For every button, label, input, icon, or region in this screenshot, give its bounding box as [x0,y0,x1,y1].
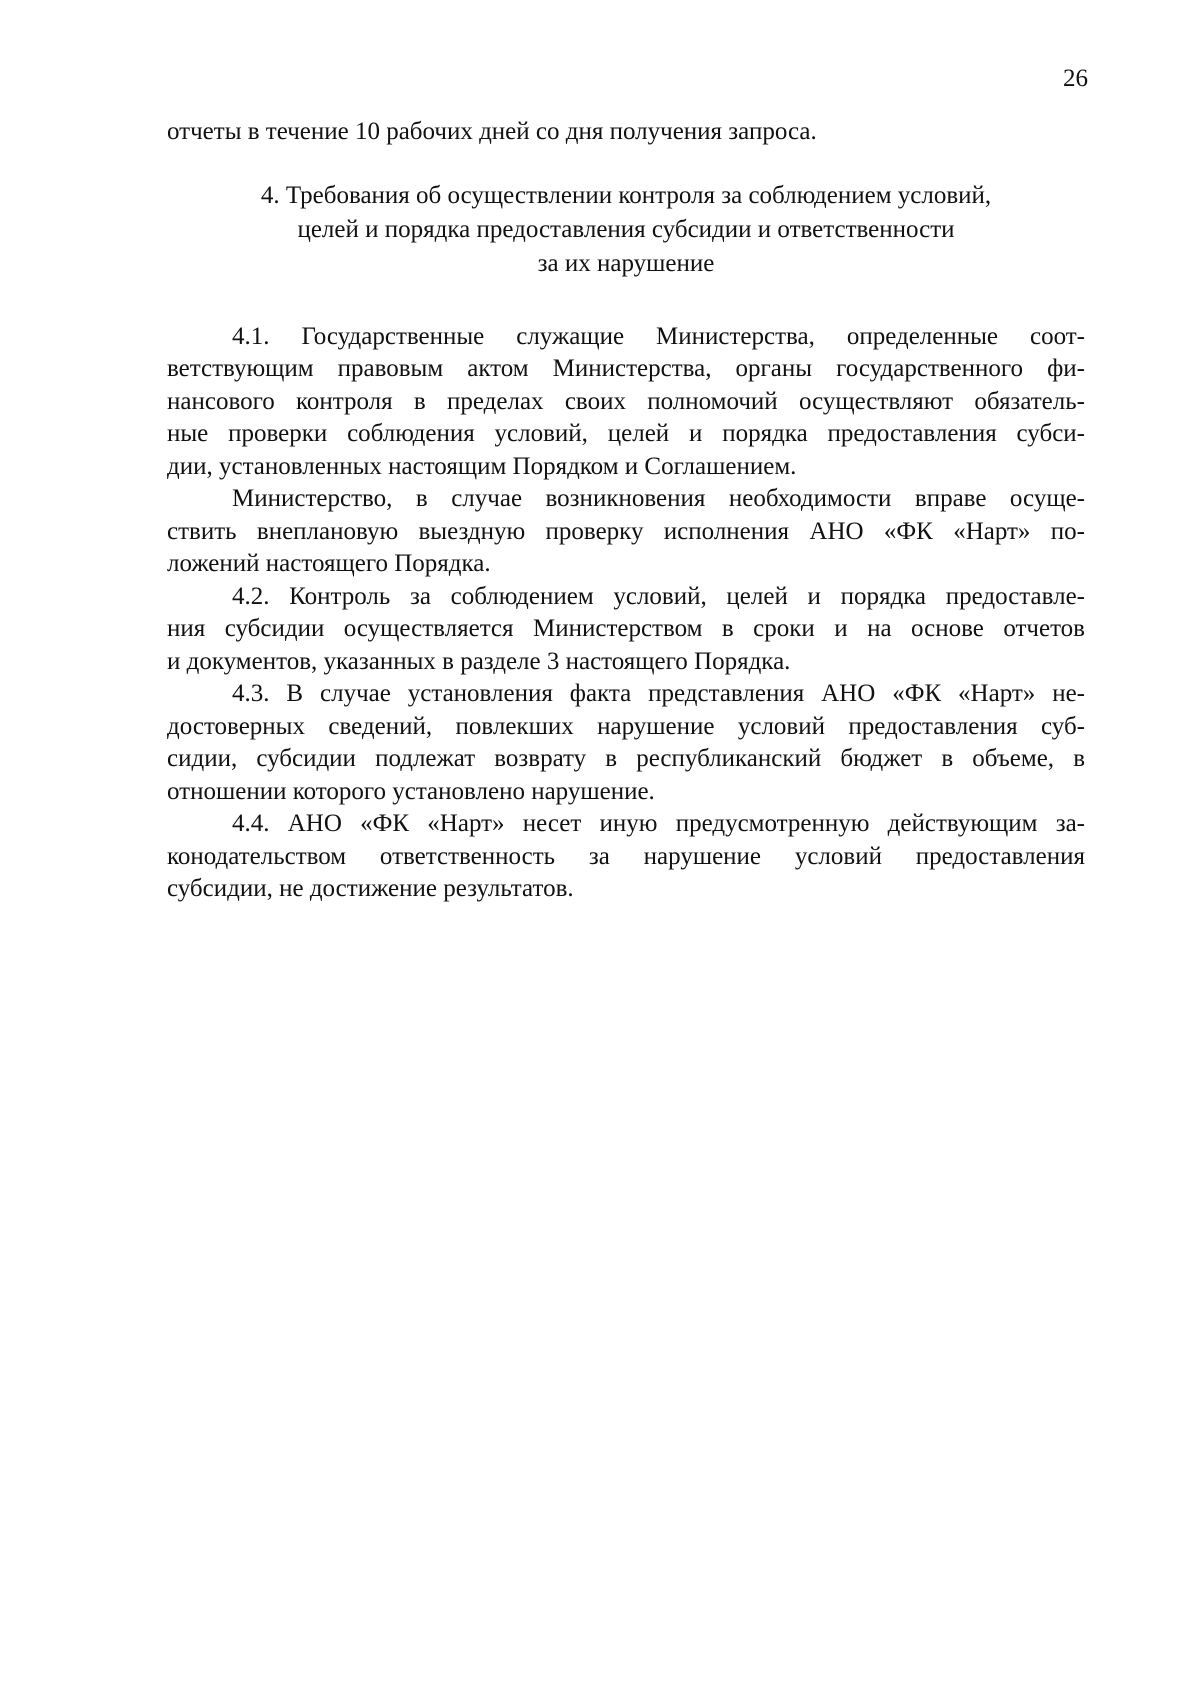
paragraph-line: достоверных сведений, повлекших нарушение условий предоставления суб- [167,712,1085,740]
paragraph-line: и документов, указанных в разделе 3 настоящего Порядка. [167,647,791,675]
paragraph-line: ния субсидии осуществляется Министерством в сроки и на основе отчетов [167,615,1085,642]
paragraph-line: ствить внеплановую выездную проверку исполнения АНО «ФК «Нарт» по- [167,517,1085,545]
page-number: 26 [1063,65,1088,92]
section-heading-line: 4. Требования об осуществлении контроля за соблюдением условий, [260,181,992,209]
paragraph-4-2 [167,581,1085,679]
paragraph-line: нансового контроля в пределах своих полномочий осуществляют обязатель- [167,387,1085,415]
paragraph-line: ные проверки соблюдения условий, целей и порядка предоставления субси- [167,420,1085,447]
paragraph-line: 4.1. Государственные служащие Министерства, определенные соот- [232,322,1085,350]
paragraph-line: дии, установленных настоящим Порядком и Соглашением. [167,452,797,480]
carry-over-text: отчеты в течение 10 рабочих дней со дня получения запроса. [167,118,817,145]
page-content [167,116,1085,906]
paragraph-line: 4.3. В случае установления факта представления АНО «ФК «Нарт» не- [232,680,1085,707]
paragraph-line: отношении которого установлено нарушение. [167,777,655,805]
paragraph-ministry-inspection [167,483,1085,581]
paragraph-line: 4.2. Контроль за соблюдением условий, целей и порядка предоставле- [232,582,1085,610]
paragraph-4-3 [167,678,1085,808]
paragraph-4-1 [167,321,1085,484]
paragraph-line: субсидии, не достижение результатов. [167,875,574,902]
paragraph-line: сидии, субсидии подлежат возврату в республиканский бюджет в объеме, в [167,745,1085,772]
paragraph-line: Министерство, в случае возникновения необходимости вправе осуще- [232,485,1085,512]
paragraph-line: ветствующим правовым актом Министерства, органы государственного фи- [167,355,1085,382]
section-heading-line: целей и порядка предоставления субсидии и ответственности [297,215,955,243]
section-heading [167,179,1085,281]
section-heading-line: за их нарушение [537,249,715,277]
paragraph-line: конодательством ответственность за нарушение условий предоставления [167,842,1085,870]
paragraph-4-4 [167,808,1085,906]
paragraph-line: 4.4. АНО «ФК «Нарт» несет иную предусмотренную действующим за- [232,810,1085,837]
paragraph-line: ложений настоящего Порядка. [167,550,491,577]
section-body [167,321,1085,906]
